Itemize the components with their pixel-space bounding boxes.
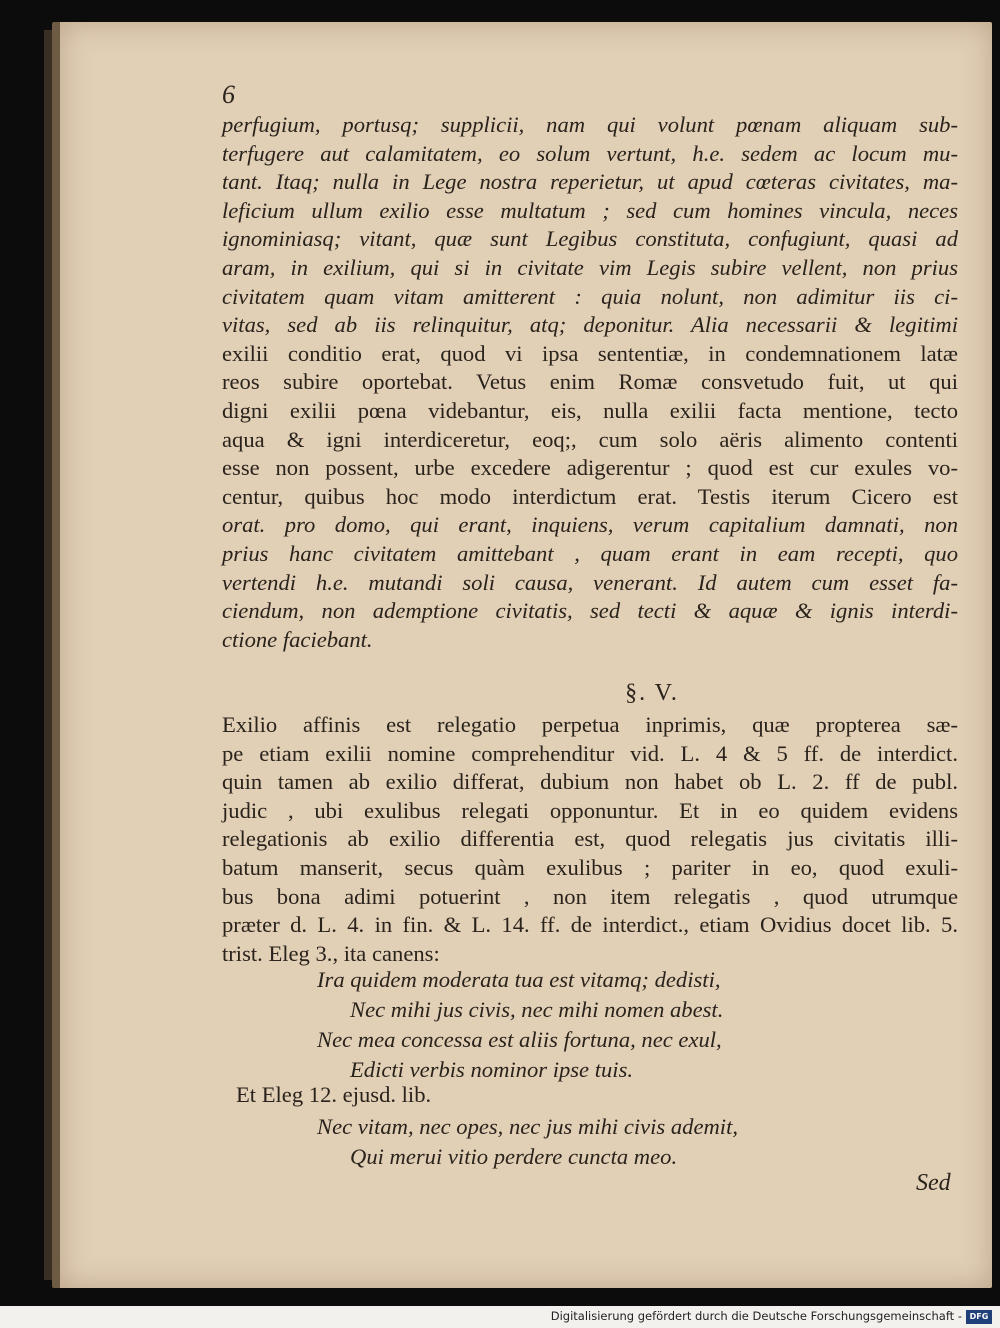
text-line: ctione faciebant.: [222, 626, 373, 652]
section-heading: §. V.: [625, 680, 679, 706]
verse-line: Nec vitam, nec opes, nec jus mihi civis ademit,: [317, 1114, 739, 1139]
text-line: civitatem quam vitam amitterent : quia nolunt, non adimitur iis ci-: [222, 283, 958, 309]
footer-credit-text: Digitalisierung gefördert durch die Deutsche Forschungsgemeinschaft -: [550, 1309, 962, 1323]
verse-line: Nec mihi jus civis, nec mihi nomen abest.: [350, 997, 724, 1022]
digitization-footer: [0, 1306, 1000, 1328]
text-line: bus bona adimi potuerint , non item relegatis , quod utrumque: [222, 883, 958, 909]
verse-line: Ira quidem moderata tua est vitamq; dedisti,: [317, 967, 721, 992]
text-line: digni exilii pœna videbantur, eis, nulla exilii facta mentione, tecto: [222, 398, 958, 423]
text-line: vertendi h.e. mutandi soli causa, venerant. Id autem cum esset fa-: [222, 569, 958, 595]
text-line: Exilio affinis est relegatio perpetua inprimis, quæ propterea sæ-: [222, 712, 958, 737]
text-line: perfugium, portusq; supplicii, nam qui volunt pœnam aliquam sub-: [222, 112, 958, 137]
text-line: relegationis ab exilio differentia est, quod relegatis jus civitatis illi-: [222, 826, 958, 852]
text-line: aram, in exilium, qui si in civitate vim Legis subire vellent, non prius: [222, 255, 958, 280]
text-line: esse non possent, urbe excedere adigerentur ; quod est cur exules vo-: [222, 455, 958, 481]
text-line: ignominiasq; vitant, quæ sunt Legibus constituta, confugiunt, quasi ad: [222, 226, 958, 252]
text-line: pe etiam exilii nomine comprehenditur vid. L. 4 & 5 ff. de interdict.: [222, 740, 958, 766]
page-number: 6: [222, 80, 235, 109]
verse-intro: Et Eleg 12. ejusd. lib.: [236, 1082, 432, 1107]
text-line: exilii conditio erat, quod vi ipsa sententiæ, in condemnationem latæ: [222, 340, 958, 366]
verse-line: Edicti verbis nominor ipse tuis.: [350, 1057, 634, 1082]
text-line: prius hanc civitatem amittebant , quam erant in eam recepti, quo: [222, 541, 958, 566]
text-line: tant. Itaq; nulla in Lege nostra reperietur, ut apud cœteras civitates, ma-: [222, 169, 958, 195]
text-line: judic , ubi exulibus relegati opponuntur. Et in eo quidem evidens: [222, 797, 958, 823]
text-line: orat. pro domo, qui erant, inquiens, verum capitalium damnati, non: [222, 512, 958, 538]
dfg-logo: DFG: [966, 1310, 992, 1324]
text-line: quin tamen ab exilio differat, dubium non habet ob L. 2. ff de publ.: [222, 769, 958, 795]
text-line: terfugere aut calamitatem, eo solum vertunt, h.e. sedem ac locum mu-: [222, 140, 958, 166]
text-line: aqua & igni interdiceretur, eoq;, cum solo aëris alimento contenti: [222, 426, 958, 452]
text-line: vitas, sed ab iis relinquitur, atq; deponitur. Alia necessarii & legitimi: [222, 312, 958, 338]
text-line: trist. Eleg 3., ita canens:: [222, 940, 440, 966]
text-line: ciendum, non ademptione civitatis, sed tecti & aquæ & ignis interdi-: [222, 598, 958, 624]
text-line: centur, quibus hoc modo interdictum erat. Testis iterum Cicero est: [222, 483, 958, 509]
text-line: leficium ullum exilio esse multatum ; sed cum homines vincula, neces: [222, 197, 958, 223]
text-line: batum manserit, secus quàm exulibus ; pariter in eo, quod exuli-: [222, 855, 958, 880]
verse-line: Qui merui vitio perdere cuncta meo.: [350, 1144, 678, 1169]
verse-line: Nec mea concessa est aliis fortuna, nec exul,: [317, 1027, 722, 1052]
text-line: præter d. L. 4. in fin. & L. 14. ff. de interdict., etiam Ovidius docet lib. 5.: [222, 912, 958, 938]
text-line: reos subire oportebat. Vetus enim Romæ consvetudo fuit, ut qui: [222, 369, 958, 395]
catchword: Sed: [916, 1170, 951, 1196]
